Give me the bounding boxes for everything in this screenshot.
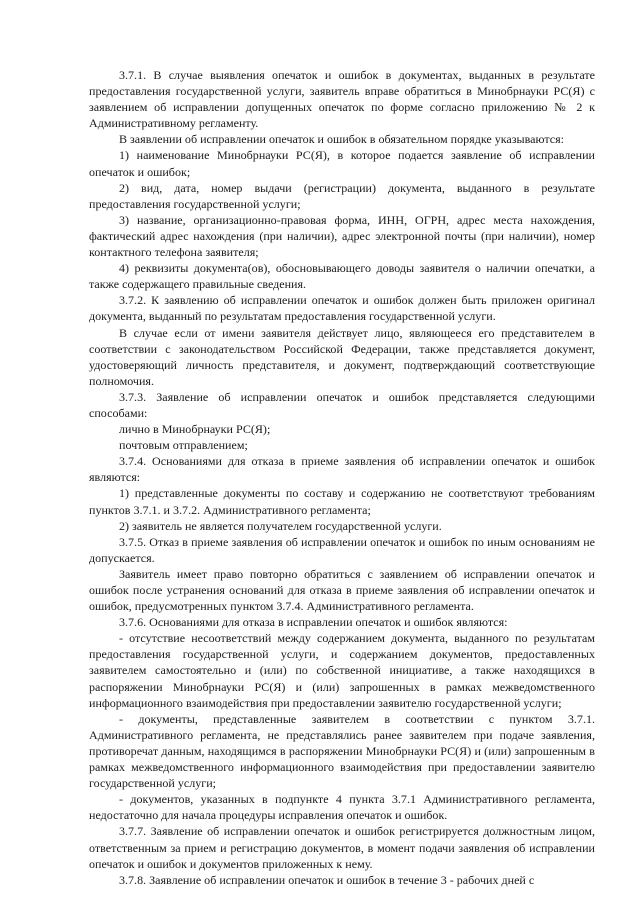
paragraph-ground-3: - документов, указанных в подпункте 4 пункта 3.7.1 Административного регламента, недостаточно для начала процедуры исправления опечаток и ошибок. [89,792,595,823]
paragraph-3-7-4: 3.7.4. Основаниями для отказа в приеме заявления об исправлении опечаток и ошибок являются: [89,454,595,485]
paragraph-method-in-person: лично в Минобрнауки РС(Я); [119,422,271,437]
document-page [89,67,595,888]
paragraph-ground-1: - отсутствие несоответствий между содержанием документа, выданного по результатам предоставления государственной услуги, и содержанием документов, предоставленных заявителем самостоятельно и (или) по собственной инициативе, а также находящихся в распоряжении Минобрнауки РС(Я) и (или) запрошенных в рамках межведомственного информационного взаимодействия при предоставлении заявителю государственной услуги; [89,631,595,710]
paragraph-method-mail: почтовым отправлением; [119,438,248,453]
paragraph-item-3: 3) название, организационно-правовая форма, ИНН, ОГРН, адрес места нахождения, фактический адрес нахождения (при наличии), адрес электронной почты (при наличии), номер контактного телефона заявителя; [89,212,595,260]
paragraph-3-7-3: 3.7.3. Заявление об исправлении опечаток и ошибок представляется следующими способами: [89,389,595,420]
paragraph-refusal-1: 1) представленные документы по составу и содержанию не соответствуют требованиям пунктов 3.7.1. и 3.7.2. Административного регламента; [89,486,595,517]
paragraph-3-7-1: 3.7.1. В случае выявления опечаток и ошибок в документах, выданных в результате предоставления государственной услуги, заявитель вправе обратиться в Минобрнауки РС(Я) с заявлением об исправлении допущенных опечаток по форме согласно приложению № 2 к Административному регламенту. [89,68,595,131]
paragraph-representative: В случае если от имени заявителя действует лицо, являющееся его представителем в соответствии с законодательством Российской Федерации, также представляется документ, удостоверяющий личность представителя, и документ, подтверждающий соответствующие полномочия. [89,325,595,388]
paragraph-3-7-5: 3.7.5. Отказ в приеме заявления об исправлении опечаток и ошибок по иным основаниям не допускается. [89,534,595,565]
paragraph-3-7-6: 3.7.6. Основаниями для отказа в исправлении опечаток и ошибок являются: [119,615,508,630]
paragraph-3-7-2: 3.7.2. К заявлению об исправлении опечаток и ошибок должен быть приложен оригинал документа, выданный по результатам предоставления государственной услуги. [89,293,595,324]
paragraph-item-1: 1) наименование Минобрнауки РС(Я), в которое подается заявление об исправлении опечаток и ошибок; [89,148,595,179]
paragraph-refusal-2: 2) заявитель не является получателем государственной услуги. [119,518,442,533]
paragraph-3-7-8: 3.7.8. Заявление об исправлении опечаток и ошибок в течение 3 - рабочих дней с [119,872,535,887]
paragraph-required-fields-intro: В заявлении об исправлении опечаток и ошибок в обязательном порядке указываются: [119,132,564,147]
paragraph-reapply: Заявитель имеет право повторно обратиться с заявлением об исправлении опечаток и ошибок после устранения оснований для отказа в приеме заявления об исправлении опечаток и ошибок, предусмотренных пунктом 3.7.4. Административного регламента. [89,566,595,614]
paragraph-item-4: 4) реквизиты документа(ов), обосновывающего доводы заявителя о наличии опечатки, а также содержащего правильные сведения. [89,261,595,292]
paragraph-item-2: 2) вид, дата, номер выдачи (регистрации) документа, выданного в результате предоставления государственной услуги; [89,180,595,211]
paragraph-3-7-7: 3.7.7. Заявление об исправлении опечаток и ошибок регистрируется должностным лицом, ответственным за прием и регистрацию документов, в момент подачи заявления об исправлении опечаток и ошибок и документов приложенных к нему. [89,824,595,871]
paragraph-ground-2: - документы, представленные заявителем в соответствии с пунктом 3.7.1. Административного регламента, не представлялись ранее заявителем при подаче заявления, противоречат данным, находящимся в распоряжении Минобрнауки РС(Я) и (или) запрошенным в рамках межведомственного информационного взаимодействия при предоставлении заявителю государственной услуги; [89,711,595,791]
